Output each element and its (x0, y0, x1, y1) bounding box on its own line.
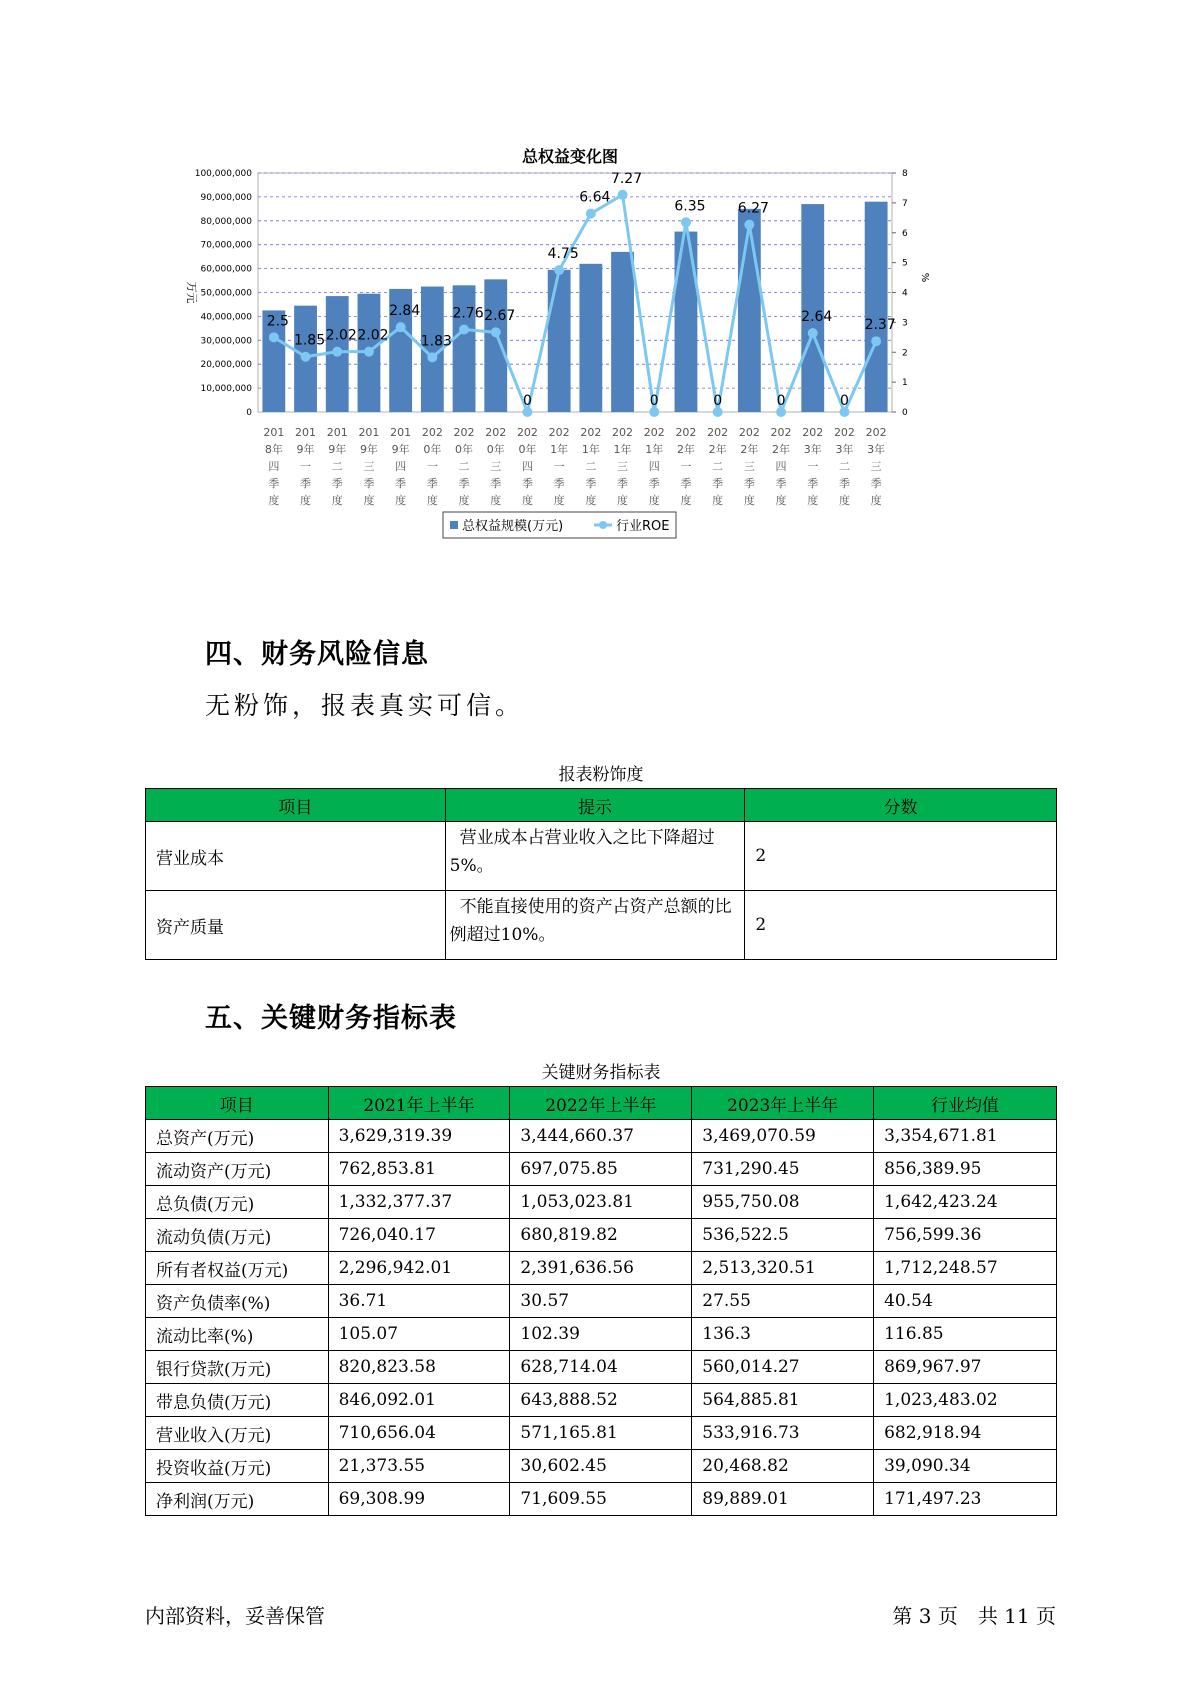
left-tick-label: 40,000,000 (200, 312, 252, 323)
table-header-cell: 项目 (146, 1087, 329, 1120)
kpi-value-cell: 102.39 (510, 1318, 692, 1351)
right-tick-label: 3 (902, 318, 908, 329)
table-row (146, 1186, 1057, 1219)
category-label: 201 8年四季度 (263, 426, 285, 507)
kpi-value-cell: 756,599.36 (874, 1219, 1057, 1252)
kpi-value-cell: 955,750.08 (692, 1186, 874, 1219)
category-label: 201 9年二季度 (326, 426, 348, 507)
kpi-value-cell: 1,332,377.37 (328, 1186, 510, 1219)
roe-data-label: 2.02 (325, 327, 357, 344)
kpi-value-cell: 628,714.04 (510, 1351, 692, 1384)
table-header-cell: 2022年上半年 (510, 1087, 692, 1120)
roe-data-label: 7.27 (610, 170, 643, 187)
category-label: 202 0年三季度 (485, 426, 507, 507)
roe-data-label: 6.64 (579, 189, 611, 206)
category-label: 202 0年一季度 (421, 426, 443, 507)
table-row (146, 1318, 1057, 1351)
legend-bar-swatch (450, 521, 458, 529)
kpi-value-cell: 762,853.81 (328, 1153, 510, 1186)
table-header-cell: 行业均值 (874, 1087, 1057, 1120)
kpi-value-cell: 682,918.94 (874, 1417, 1057, 1450)
bar (453, 285, 476, 412)
left-tick-label: 100,000,000 (194, 169, 252, 179)
kpi-value-cell: 30.57 (510, 1285, 692, 1318)
footer-page-number: 第 3 页 共 11 页 (892, 1604, 1056, 1628)
kpi-value-cell: 697,075.85 (510, 1153, 692, 1186)
kpi-item-cell: 银行贷款(万元) (146, 1351, 329, 1384)
roe-point (554, 265, 564, 275)
legend-bar-label: 总权益规模(万元) (462, 519, 564, 534)
roe-point (681, 217, 691, 227)
left-tick-label: 80,000,000 (200, 216, 252, 227)
left-tick-label: 30,000,000 (200, 336, 252, 347)
kpi-item-cell: 资产负债率(%) (146, 1285, 329, 1318)
kpi-value-cell: 3,629,319.39 (328, 1120, 510, 1153)
roe-point (618, 190, 628, 200)
kpi-item-cell: 营业收入(万元) (146, 1417, 329, 1450)
legend-line-marker (599, 521, 607, 529)
category-label: 202 2年一季度 (675, 426, 697, 507)
roe-point (808, 328, 818, 338)
kpi-value-cell: 20,468.82 (692, 1450, 874, 1483)
category-label: 201 9年四季度 (390, 426, 412, 507)
right-tick-label: 7 (902, 198, 908, 209)
category-label: 202 3年二季度 (833, 426, 855, 507)
roe-data-label: 2.02 (357, 327, 389, 344)
roe-point (871, 336, 881, 346)
kpi-value-cell: 571,165.81 (510, 1417, 692, 1450)
table-header-cell: 2021年上半年 (328, 1087, 510, 1120)
kpi-value-cell: 3,444,660.37 (510, 1120, 692, 1153)
kpi-item-cell: 流动负债(万元) (146, 1219, 329, 1252)
table-header-cell: 项目 (146, 789, 446, 822)
roe-point (269, 332, 279, 342)
category-label: 201 9年一季度 (295, 426, 317, 507)
kpi-value-cell: 869,967.97 (874, 1351, 1057, 1384)
kpi-value-cell: 39,090.34 (874, 1450, 1057, 1483)
roe-data-label: 1.83 (420, 333, 452, 350)
category-label: 202 1年三季度 (612, 426, 634, 507)
roe-data-label: 0 (522, 393, 532, 409)
roe-point (459, 325, 469, 335)
roe-point (364, 347, 374, 357)
kpi-item-cell: 流动比率(%) (146, 1318, 329, 1351)
bar (801, 204, 824, 412)
roe-data-label: 0 (649, 393, 659, 409)
table-header-cell: 提示 (445, 789, 745, 822)
legend-line-label: 行业ROE (616, 519, 670, 534)
bar (611, 252, 634, 412)
right-tick-label: 1 (902, 378, 908, 389)
kpi-item-cell: 带息负债(万元) (146, 1384, 329, 1417)
kpi-value-cell: 1,053,023.81 (510, 1186, 692, 1219)
table-row (146, 1252, 1057, 1285)
chart-canvas (180, 138, 1000, 598)
left-tick-label: 60,000,000 (200, 264, 252, 275)
category-label: 202 3年三季度 (865, 426, 887, 507)
left-tick-label: 50,000,000 (200, 288, 252, 299)
kpi-value-cell: 2,296,942.01 (328, 1252, 510, 1285)
kpi-value-cell: 731,290.45 (692, 1153, 874, 1186)
roe-point (427, 352, 437, 362)
kpi-value-cell: 1,642,423.24 (874, 1186, 1057, 1219)
roe-point (332, 347, 342, 357)
table-row (146, 1384, 1057, 1417)
roe-point (586, 209, 596, 219)
table-header-row (146, 789, 1057, 822)
kpi-value-cell: 846,092.01 (328, 1384, 510, 1417)
left-tick-label: 70,000,000 (200, 240, 252, 251)
kpi-item-cell: 净利润(万元) (146, 1483, 329, 1516)
kpi-value-cell: 40.54 (874, 1285, 1057, 1318)
kpi-value-cell: 2,513,320.51 (692, 1252, 874, 1285)
risk-hint-cell: 营业成本占营业收入之比下降超过5%。 (445, 822, 745, 891)
roe-data-label: 4.75 (547, 246, 579, 263)
roe-data-label: 2.76 (452, 305, 484, 322)
roe-data-label: 2.64 (801, 309, 833, 326)
right-tick-label: 4 (902, 288, 908, 299)
roe-point (301, 352, 311, 362)
table-header-cell: 2023年上半年 (692, 1087, 874, 1120)
kpi-value-cell: 69,308.99 (328, 1483, 510, 1516)
kpi-value-cell: 533,916.73 (692, 1417, 874, 1450)
table-row (146, 891, 1057, 960)
kpi-value-cell: 105.07 (328, 1318, 510, 1351)
kpi-item-cell: 总负债(万元) (146, 1186, 329, 1219)
roe-data-label: 2.84 (389, 303, 421, 320)
section-heading-financial-risk: 四、财务风险信息 (205, 639, 429, 670)
table-header-cell: 分数 (745, 789, 1057, 822)
kpi-item-cell: 投资收益(万元) (146, 1450, 329, 1483)
left-tick-label: 20,000,000 (200, 360, 252, 371)
kpi-value-cell: 116.85 (874, 1318, 1057, 1351)
category-label: 202 3年一季度 (802, 426, 824, 507)
kpi-value-cell: 643,888.52 (510, 1384, 692, 1417)
bar (865, 202, 888, 412)
kpi-value-cell: 3,354,671.81 (874, 1120, 1057, 1153)
kpi-value-cell: 89,889.01 (692, 1483, 874, 1516)
kpi-value-cell: 710,656.04 (328, 1417, 510, 1450)
table-row (146, 822, 1057, 891)
category-label: 202 0年四季度 (516, 426, 538, 507)
equity-chart (180, 138, 1000, 598)
kpi-item-cell: 总资产(万元) (146, 1120, 329, 1153)
kpi-value-cell: 856,389.95 (874, 1153, 1057, 1186)
right-tick-label: 6 (902, 228, 908, 239)
roe-point (396, 322, 406, 332)
footer-confidential-note: 内部资料，妥善保管 (145, 1604, 325, 1628)
risk-item-cell: 营业成本 (146, 822, 446, 891)
category-label: 201 9年三季度 (358, 426, 380, 507)
section-heading-key-indicators: 五、关键财务指标表 (205, 1003, 457, 1034)
kpi-value-cell: 1,712,248.57 (874, 1252, 1057, 1285)
left-axis-label: 万元 (185, 281, 198, 304)
table-row (146, 1450, 1057, 1483)
roe-data-label: 2.67 (484, 308, 516, 325)
kpi-table (145, 1086, 1057, 1516)
chart-title: 总权益变化图 (521, 147, 618, 166)
kpi-table-caption: 关键财务指标表 (541, 1063, 661, 1083)
kpi-value-cell: 36.71 (328, 1285, 510, 1318)
kpi-value-cell: 560,014.27 (692, 1351, 874, 1384)
kpi-value-cell: 3,469,070.59 (692, 1120, 874, 1153)
risk-conclusion-text: 无粉饰，报表真实可信。 (205, 691, 525, 720)
kpi-value-cell: 680,819.82 (510, 1219, 692, 1252)
table-row (146, 1351, 1057, 1384)
left-tick-label: 10,000,000 (200, 384, 252, 395)
kpi-value-cell: 536,522.5 (692, 1219, 874, 1252)
kpi-value-cell: 2,391,636.56 (510, 1252, 692, 1285)
table-row (146, 1285, 1057, 1318)
table-header-row (146, 1087, 1057, 1120)
roe-data-label: 0 (713, 393, 723, 409)
risk-hint-cell: 不能直接使用的资产占资产总额的比例超过10%。 (445, 891, 745, 960)
roe-data-label: 2.5 (266, 313, 289, 330)
roe-data-label: 0 (776, 393, 786, 409)
kpi-item-cell: 流动资产(万元) (146, 1153, 329, 1186)
risk-score-cell: 2 (745, 822, 1057, 891)
kpi-value-cell: 564,885.81 (692, 1384, 874, 1417)
roe-point (744, 220, 754, 230)
kpi-value-cell: 171,497.23 (874, 1483, 1057, 1516)
bar (548, 270, 571, 412)
bar (738, 209, 761, 412)
category-label: 202 1年二季度 (580, 426, 602, 507)
kpi-value-cell: 30,602.45 (510, 1450, 692, 1483)
roe-data-label: 1.85 (293, 332, 326, 349)
kpi-value-cell: 21,373.55 (328, 1450, 510, 1483)
right-tick-label: 2 (902, 348, 908, 359)
bar (675, 232, 698, 412)
risk-table (145, 788, 1057, 960)
kpi-item-cell: 所有者权益(万元) (146, 1252, 329, 1285)
kpi-value-cell: 820,823.58 (328, 1351, 510, 1384)
category-label: 202 0年二季度 (453, 426, 475, 507)
right-axis-label: % (919, 272, 930, 283)
table-row (146, 1153, 1057, 1186)
risk-score-cell: 2 (745, 891, 1057, 960)
right-tick-label: 0 (902, 408, 908, 418)
category-label: 202 2年二季度 (707, 426, 729, 507)
table-row (146, 1219, 1057, 1252)
roe-data-label: 0 (839, 393, 849, 409)
roe-point (491, 327, 501, 337)
kpi-value-cell: 27.55 (692, 1285, 874, 1318)
bar (484, 279, 507, 412)
table-row (146, 1120, 1057, 1153)
roe-data-label: 6.35 (674, 198, 706, 215)
kpi-value-cell: 136.3 (692, 1318, 874, 1351)
category-label: 202 2年三季度 (738, 426, 760, 507)
kpi-value-cell: 71,609.55 (510, 1483, 692, 1516)
bar (579, 264, 602, 412)
category-label: 202 1年一季度 (548, 426, 570, 507)
roe-data-label: 6.27 (737, 200, 769, 217)
risk-table-caption: 报表粉饰度 (558, 765, 644, 785)
risk-item-cell: 资产质量 (146, 891, 446, 960)
left-tick-label: 0 (246, 408, 252, 418)
table-row (146, 1483, 1057, 1516)
right-tick-label: 8 (902, 169, 908, 179)
roe-data-label: 2.37 (864, 317, 896, 334)
kpi-value-cell: 1,023,483.02 (874, 1384, 1057, 1417)
kpi-value-cell: 726,040.17 (328, 1219, 510, 1252)
category-label: 202 1年四季度 (643, 426, 665, 507)
left-tick-label: 90,000,000 (200, 192, 252, 203)
category-label: 202 2年四季度 (770, 426, 792, 507)
table-row (146, 1417, 1057, 1450)
right-tick-label: 5 (902, 258, 908, 269)
